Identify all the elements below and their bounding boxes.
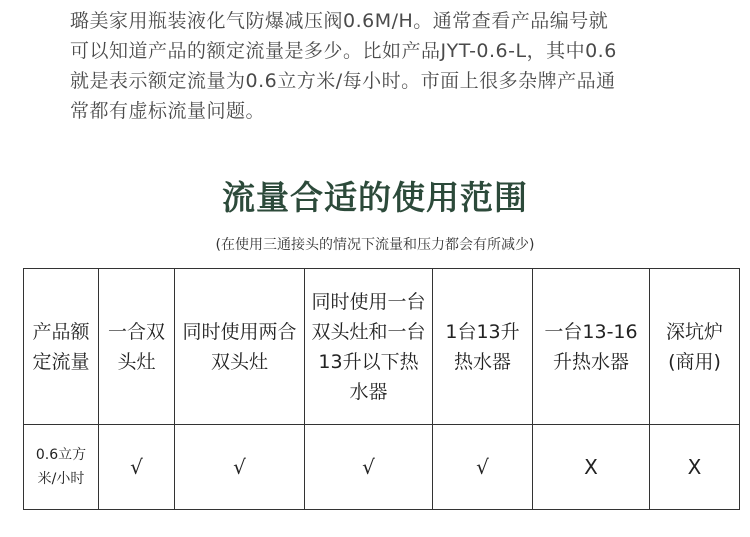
cross-mark-cell: X [650,425,740,510]
table-row [24,425,740,510]
page-subtitle: (在使用三通接头的情况下流量和压力都会有所减少) [215,237,535,253]
intro-line: 就是表示额定流量为0.6立方米/每小时。市面上很多杂牌产品通 [70,70,616,92]
header-cell-rated-flow: 产品额定流量 [24,269,99,425]
intro-line: 璐美家用瓶装液化气防爆减压阀0.6M/H。通常查看产品编号就 [70,10,609,32]
check-mark-cell: √ [433,425,533,510]
header-cell-two-double-stoves: 同时使用两合双头灶 [175,269,305,425]
header-cell-deep-pit-stove: 深坑炉(商用) [650,269,740,425]
intro-paragraph [70,6,710,126]
check-mark-cell: √ [305,425,433,510]
check-mark-cell: √ [99,425,175,510]
usage-range-table [23,268,740,510]
intro-line: 可以知道产品的额定流量是多少。比如产品JYT-0.6-L，其中0.6 [70,40,617,62]
table-header-row [24,269,740,425]
row-label-flow: 0.6立方米/小时 [24,425,99,510]
check-mark-cell: √ [175,425,305,510]
header-cell-13-16l-heater: 一台13-16升热水器 [533,269,650,425]
intro-line: 常都有虚标流量问题。 [70,100,266,122]
header-cell-13l-heater: 1台13升热水器 [433,269,533,425]
header-cell-stove-and-heater: 同时使用一台双头灶和一台13升以下热水器 [305,269,433,425]
page-title: 流量合适的使用范围 [222,178,528,217]
cross-mark-cell: X [533,425,650,510]
header-cell-one-double-stove: 一合双头灶 [99,269,175,425]
